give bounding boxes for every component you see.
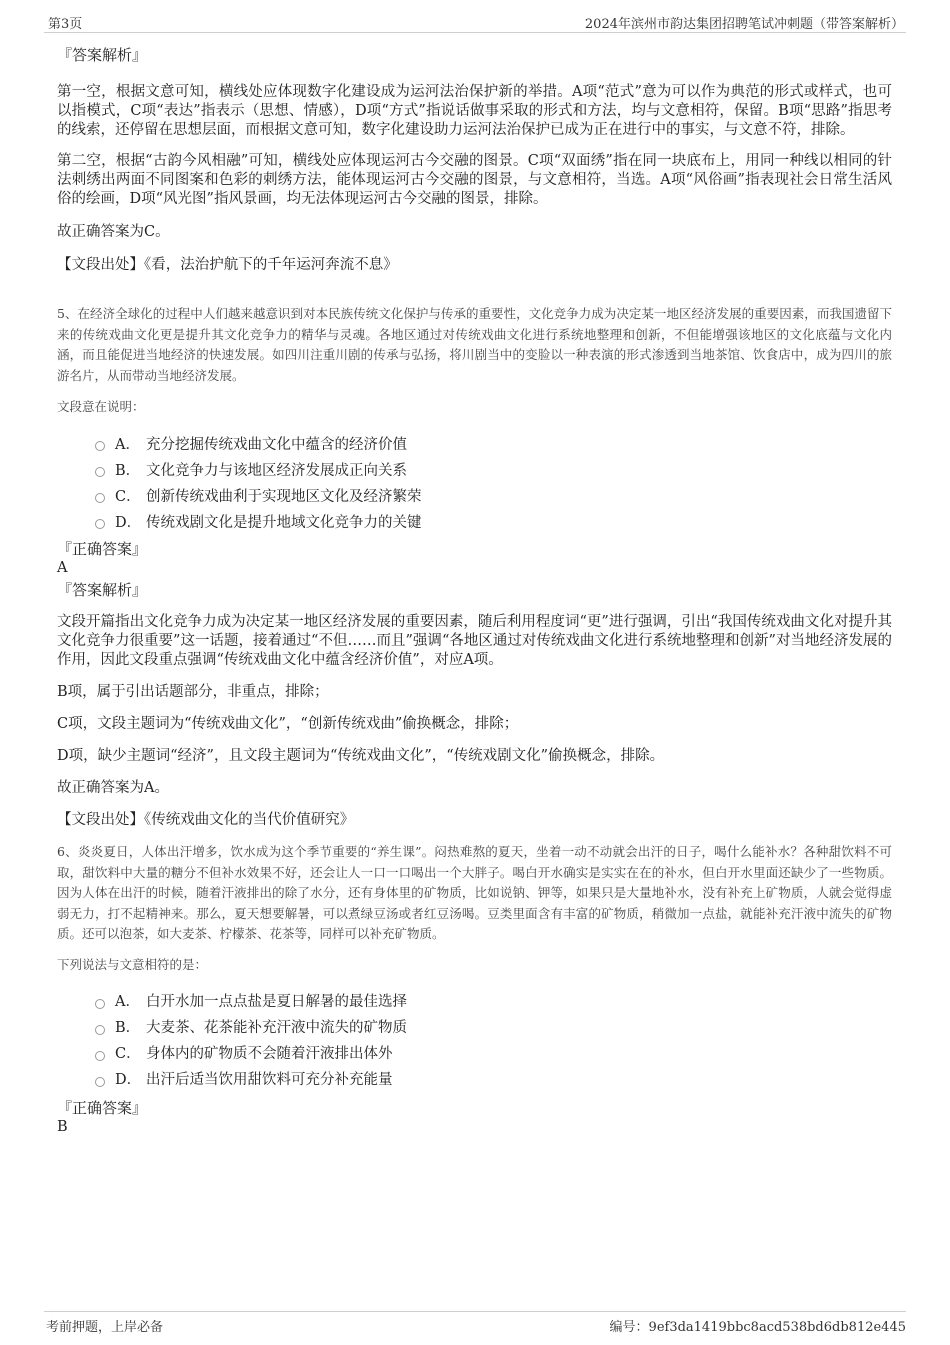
option-list — [95, 430, 892, 534]
option-a[interactable] — [95, 988, 892, 1014]
question-prompt: 下列说法与文意相符的是： — [57, 956, 208, 972]
radio-icon[interactable] — [95, 1077, 105, 1087]
option-letter: C． — [115, 1046, 141, 1062]
analysis-paragraph: 第二空，根据“古韵今风相融”可知，横线处应体现运河古今交融的图景。C项“双面绣”指在同一块底布上，用同一种线以相同的针法刺绣出两面不同图案和色彩的刺绣方法，能体现运河古今交融的图景，与文意相符，当选。A项“风俗画”指表现社会日常生活风俗的绘画，D项“风光图”指风景画，均无法体现运河古今交融的图景，排除。 — [57, 153, 892, 207]
analysis-paragraph: 文段开篇指出文化竞争力成为决定某一地区经济发展的重要因素，随后利用程度词“更”进行强调，引出“我国传统戏曲文化对提升其文化竞争力很重要”这一话题，接着通过“不但……而且”强调“各地区通过对传统戏曲文化进行系统地整理和创新”对当地经济发展的作用，因此文段重点强调“传统戏曲文化中蕴含经济价值”，对应A项。 — [57, 614, 892, 668]
radio-icon[interactable] — [95, 999, 105, 1009]
radio-icon[interactable] — [95, 519, 105, 529]
analysis-paragraph: C项，文段主题词为“传统戏曲文化”，“创新传统戏曲”偷换概念，排除； — [57, 716, 519, 732]
option-c[interactable] — [95, 482, 892, 508]
footer-slogan: 考前押题，上岸必备 — [46, 1320, 164, 1335]
option-text: 大麦茶、花茶能补充汗液中流失的矿物质 — [146, 1020, 407, 1036]
analysis-heading: 『答案解析』 — [57, 46, 148, 64]
analysis-paragraph: B项，属于引出话题部分，非重点，排除； — [57, 684, 329, 700]
option-letter: D． — [115, 514, 142, 531]
document-title: 2024年滨州市韵达集团招聘笔试冲刺题（带答案解析） — [584, 17, 904, 32]
option-text: 文化竞争力与该地区经济发展成正向关系 — [146, 462, 407, 479]
option-c[interactable] — [95, 1040, 892, 1066]
option-letter: C． — [115, 488, 141, 505]
answer-heading: 『正确答案』 — [57, 1098, 148, 1117]
option-letter: A． — [115, 994, 140, 1010]
option-text: 出汗后适当饮用甜饮料可充分补充能量 — [146, 1072, 393, 1088]
option-text: 创新传统戏曲利于实现地区文化及经济繁荣 — [146, 488, 422, 505]
analysis-conclusion: 故正确答案为C。 — [57, 224, 170, 240]
option-b[interactable] — [95, 1014, 892, 1040]
option-text: 身体内的矿物质不会随着汗液排出体外 — [146, 1046, 393, 1062]
radio-icon[interactable] — [95, 1051, 105, 1061]
analysis-paragraph: D项，缺少主题词“经济”，且文段主题词为“传统戏曲文化”，“传统戏剧文化”偷换概念，排除。 — [57, 748, 665, 764]
option-letter: D． — [115, 1072, 142, 1088]
option-text: 传统戏剧文化是提升地域文化竞争力的关键 — [146, 514, 422, 531]
page-number: 第3页 — [48, 17, 83, 32]
text-source: 【文段出处】《看，法治护航下的千年运河奔流不息》 — [57, 257, 398, 273]
option-d[interactable] — [95, 1066, 892, 1092]
page-footer — [44, 1311, 906, 1336]
document-code: 编号：9ef3da1419bbc8acd538bd6db812e445 — [609, 1320, 906, 1335]
text-source: 【文段出处】《传统戏曲文化的当代价值研究》 — [57, 812, 355, 828]
answer-heading: 『正确答案』 — [57, 540, 148, 558]
page-content — [57, 42, 892, 1136]
analysis-conclusion: 故正确答案为A。 — [57, 780, 169, 796]
question-text: 6、炎炎夏日，人体出汗增多，饮水成为这个季节重要的“养生课”。闷热难熬的夏天，坐着一动不动就会出汗的日子，喝什么能补水？各种甜饮料不可取，甜饮料中大量的糖分不但补水效果不好，还会让人一口一口喝出一个大胖子。喝白开水确实是实实在在的补水，但白开水里面还缺少了一些物质。因为人体在出汗的时候，随着汗液排出的除了水分，还有身体里的矿物质，比如说钠、钾等，如果只是大量地补水，没有补充上矿物质，人就会觉得虚弱无力，打不起精神来。那么，夏天想要解暑，可以煮绿豆汤或者红豆汤喝。豆类里面含有丰富的矿物质，稍微加一点盐，就能补充汗液中流失的矿物质。还可以泡茶，如大麦茶、柠檬茶、花茶等，同样可以补充矿物质。 — [57, 844, 892, 941]
radio-icon[interactable] — [95, 493, 105, 503]
correct-answer: B — [57, 1118, 68, 1135]
page-header — [44, 10, 906, 33]
option-text: 白开水加一点点盐是夏日解暑的最佳选择 — [146, 994, 407, 1010]
option-letter: B． — [115, 1020, 141, 1036]
correct-answer: A — [57, 560, 68, 576]
option-a[interactable] — [95, 430, 892, 456]
radio-icon[interactable] — [95, 441, 105, 451]
option-d[interactable] — [95, 508, 892, 534]
question-prompt: 文段意在说明： — [57, 399, 145, 414]
radio-icon[interactable] — [95, 1025, 105, 1035]
question-text: 5、在经济全球化的过程中人们越来越意识到对本民族传统文化保护与传承的重要性，文化竞争力成为决定某一地区经济发展的重要因素，而我国遗留下来的传统戏曲文化更是提升其文化竞争力的精华与灵魂。各地区通过对传统戏曲文化进行系统地整理和创新，不但能增强该地区的文化底蕴与文化内涵，而且能促进当地经济的快速发展。如四川注重川剧的传承与弘扬，将川剧当中的变脸以一种表演的形式渗透到当地茶馆、饮食店中，成为四川的旅游名片，从而带动当地经济发展。 — [57, 306, 892, 383]
option-b[interactable] — [95, 456, 892, 482]
radio-icon[interactable] — [95, 467, 105, 477]
option-list — [95, 988, 892, 1092]
option-letter: A． — [115, 436, 140, 453]
option-text: 充分挖掘传统戏曲文化中蕴含的经济价值 — [146, 436, 407, 453]
option-letter: B． — [115, 462, 141, 479]
analysis-heading: 『答案解析』 — [57, 581, 148, 599]
analysis-paragraph: 第一空，根据文意可知，横线处应体现数字化建设成为运河法治保护新的举措。A项“范式”意为可以作为典范的形式或样式，也可以指模式，C项“表达”指表示（思想、情感），D项“方式”指说话做事采取的形式和方法，均与文意相符，保留。B项“思路”指思考的线索，还停留在思想层面，而根据文意可知，数字化建设助力运河法治保护已成为正在进行中的事实，与文意不符，排除。 — [57, 84, 892, 138]
